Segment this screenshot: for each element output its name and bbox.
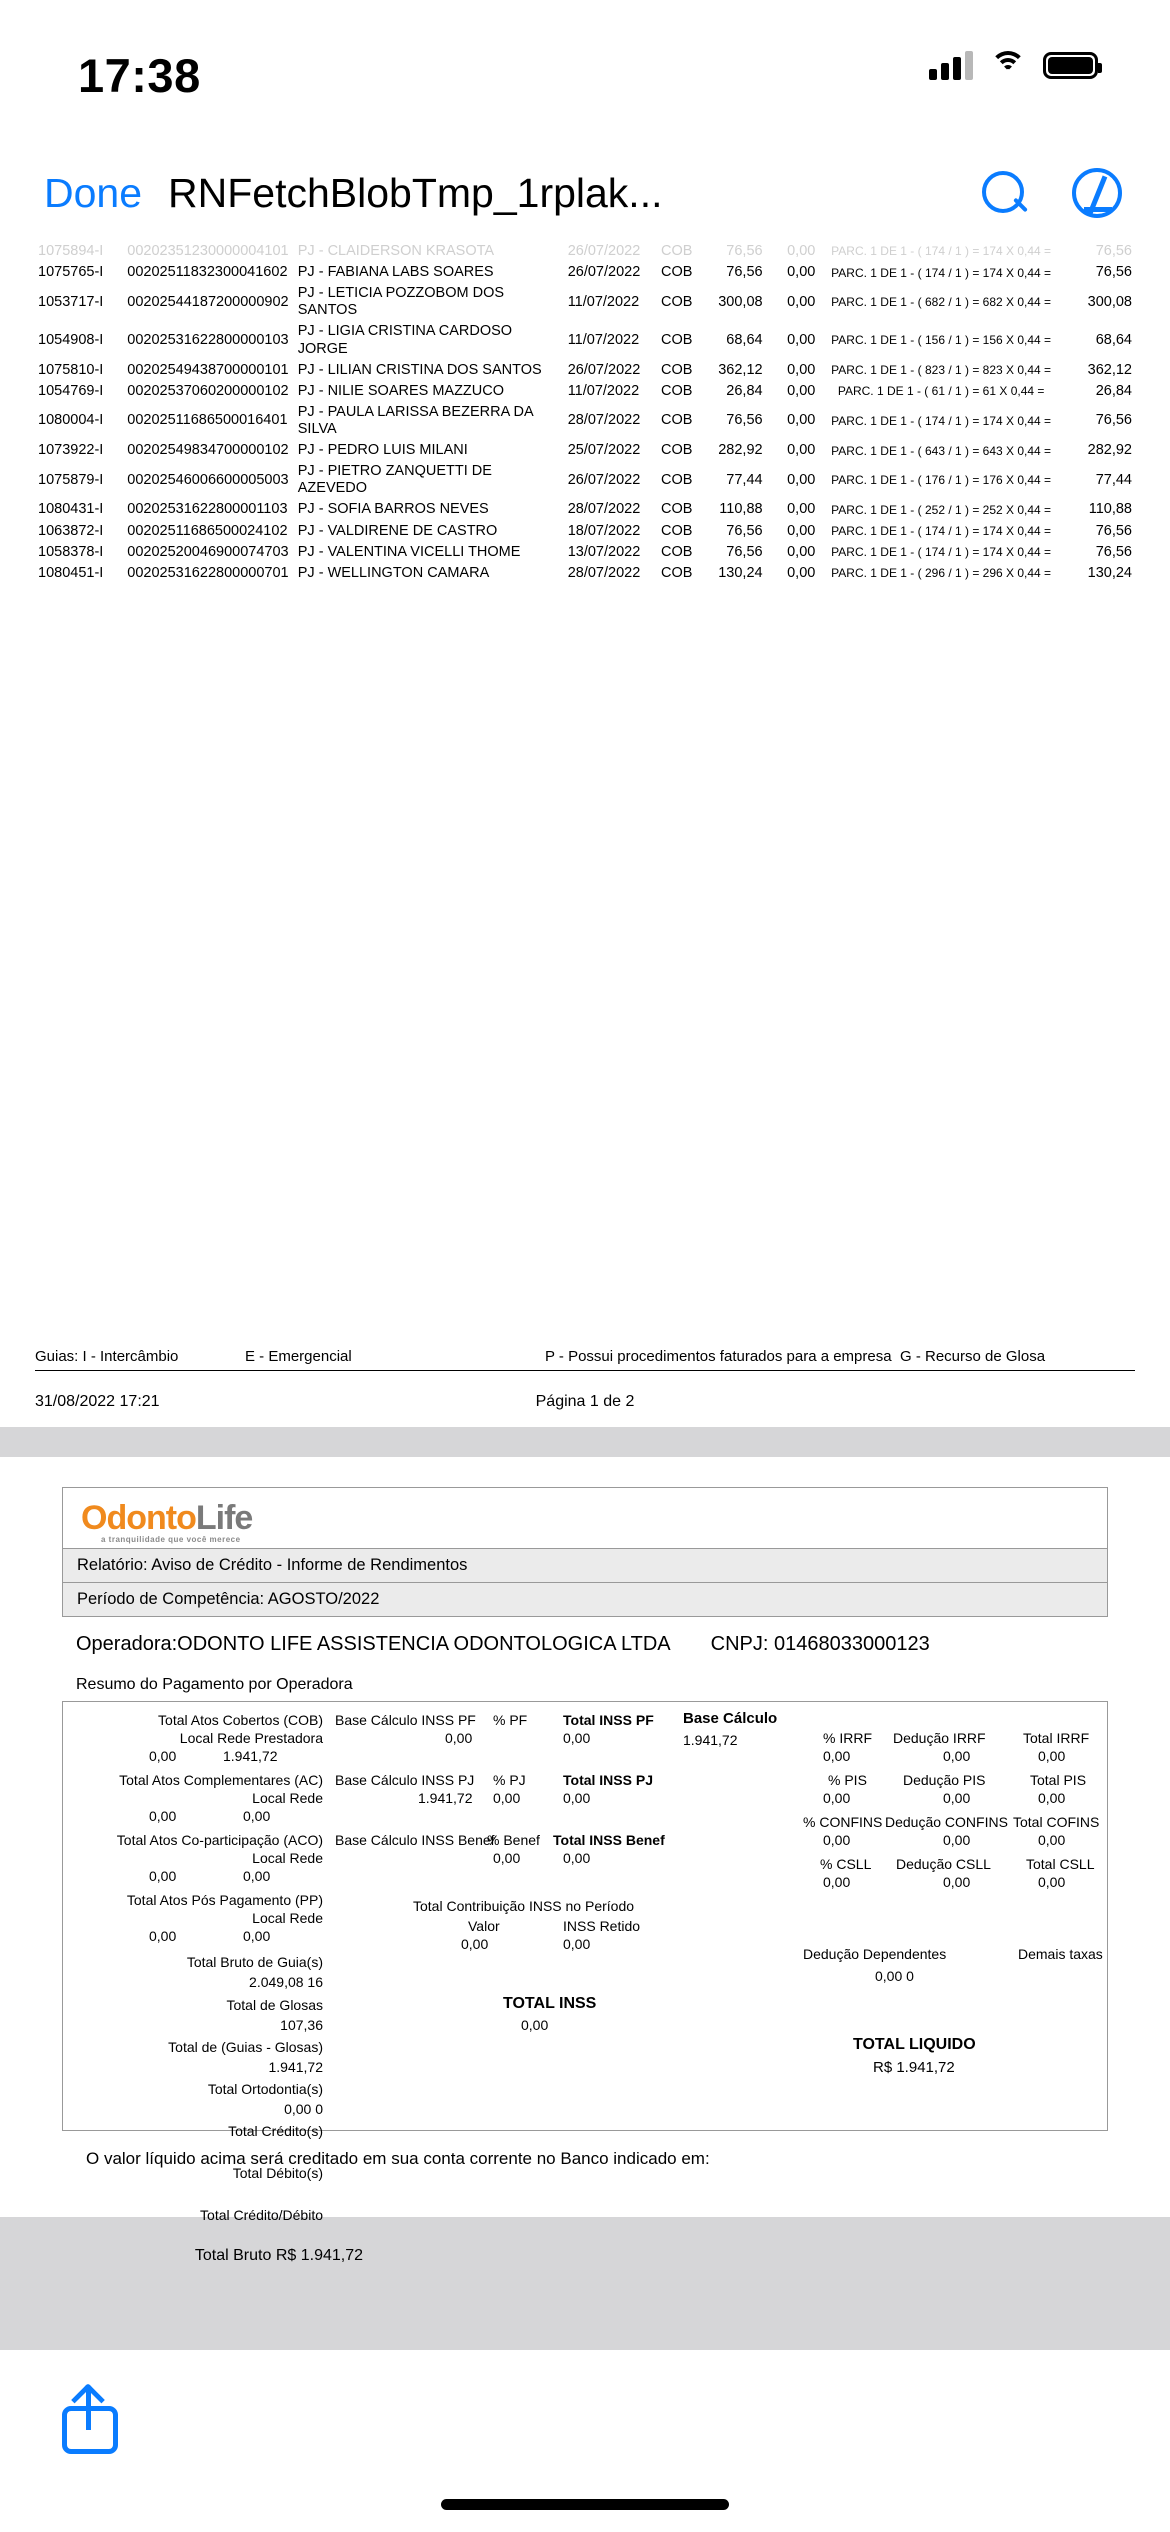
row-date: 28/07/2022: [567, 564, 641, 581]
status-bar: [0, 0, 1170, 145]
pct-pis-label: % PIS: [828, 1772, 867, 1788]
row-number: 00202549438700000101: [127, 361, 289, 378]
search-icon[interactable]: [980, 169, 1028, 217]
row-name: PJ - FABIANA LABS SOARES: [297, 264, 494, 281]
complementares-sublabel: Local Rede: [252, 1790, 323, 1806]
wifi-icon: [990, 51, 1026, 79]
pct-cofins-value: 0,00: [823, 1832, 851, 1848]
row-number: 00202511686500024102: [127, 522, 288, 539]
period-label: Período de Competência: AGOSTO/2022: [62, 1583, 1108, 1617]
total-inss-label: TOTAL INSS: [503, 1995, 597, 2012]
row-code: 1073922-I: [38, 442, 104, 459]
base-calculo-label: Base Cálculo: [683, 1710, 778, 1727]
row-date: 28/07/2022: [567, 501, 641, 518]
row-installment: PARC. 1 DE 1 - ( 174 / 1 ) = 174 X 0,44 =: [831, 545, 1052, 560]
row-total: 77,44: [1095, 471, 1132, 488]
row-value-2: 0,00: [787, 361, 816, 378]
cobertos-local-value: 0,00: [149, 1748, 177, 1764]
glosas-label: Total de Glosas: [226, 1997, 323, 2013]
row-number: 00202531622800000701: [127, 564, 289, 581]
footer-pagination: Página 1 de 2: [535, 1393, 635, 1410]
row-date: 26/07/2022: [567, 264, 641, 281]
page-separator: [0, 1427, 1170, 1457]
page-title: RNFetchBlobTmp_1rplak...: [168, 169, 663, 216]
pct-pf-label: % PF: [493, 1712, 528, 1728]
row-type: COB: [661, 543, 693, 560]
row-installment: PARC. 1 DE 1 - ( 823 / 1 ) = 823 X 0,44 =: [831, 363, 1052, 378]
logo-part-2: donto: [106, 1498, 196, 1537]
row-value-1: 300,08: [718, 293, 763, 310]
coparticipacao-sublabel: Local Rede: [252, 1850, 323, 1866]
contribuicao-label: Total Contribuição INSS no Período: [413, 1898, 635, 1914]
row-value-1: 76,56: [726, 412, 763, 429]
row-type: COB: [661, 382, 693, 399]
credito-debito-label: Total Crédito/Débito: [200, 2207, 323, 2223]
document-viewer[interactable]: [0, 241, 1170, 2350]
row-name: PJ - PAULA LARISSA BEZERRA DA SILVA: [297, 403, 533, 437]
total-inss-pj-value: 0,00: [563, 1790, 591, 1806]
row-date: 25/07/2022: [567, 442, 641, 459]
legend-item-1: Guias: I - Intercâmbio: [35, 1348, 179, 1365]
row-name: PJ - VALDIRENE DE CASTRO: [297, 522, 498, 539]
page-footer: [35, 1393, 1135, 1411]
credito-label: Total Crédito(s): [228, 2123, 323, 2139]
row-type: COB: [661, 243, 693, 259]
row-name: PJ - SOFIA BARROS NEVES: [297, 501, 489, 518]
document-page-2: [0, 1457, 1170, 2264]
total-inss-value: 0,00: [521, 2017, 549, 2033]
row-number: 00202537060200000102: [127, 382, 289, 399]
deducao-pis-label: Dedução PIS: [903, 1772, 986, 1788]
row-total: 76,56: [1095, 412, 1132, 429]
row-name: PJ - PEDRO LUIS MILANI: [297, 442, 468, 459]
glosas-value: 107,36: [280, 2017, 323, 2033]
row-installment: PARC. 1 DE 1 - ( 176 / 1 ) = 176 X 0,44 =: [831, 473, 1052, 488]
legend-item-3: P - Possui procedimentos faturados para a empresa: [545, 1348, 892, 1365]
row-number: 00202544187200000902: [127, 293, 289, 310]
row-name: PJ - LIGIA CRISTINA CARDOSO JORGE: [297, 323, 513, 357]
pct-pj-value: 0,00: [493, 1790, 521, 1806]
contribuicao-valor-label: Valor: [468, 1918, 500, 1934]
deducao-irrf-value: 0,00: [943, 1748, 971, 1764]
complementares-rede-value: 0,00: [243, 1808, 271, 1824]
deducao-dependentes-value: 0,00 0: [875, 1968, 914, 1984]
row-name: PJ - NILIE SOARES MAZZUCO: [297, 382, 505, 399]
total-cofins-value: 0,00: [1038, 1832, 1066, 1848]
row-total: 68,64: [1095, 331, 1132, 348]
row-code: 1054908-I: [38, 331, 104, 348]
row-code: 1075810-I: [38, 361, 104, 378]
row-total: 130,24: [1087, 564, 1132, 581]
cobertos-rede-value: 1.941,72: [223, 1748, 278, 1764]
table-row: [35, 440, 1135, 461]
row-date: 11/07/2022: [567, 382, 640, 399]
row-value-2: 0,00: [787, 471, 816, 488]
row-name: PJ - WELLINGTON CAMARA: [297, 564, 490, 581]
total-bruto-label: Total Bruto R$ 1.941,72: [194, 2247, 363, 2264]
base-inss-benef-label: Base Cálculo INSS Benef: [335, 1832, 495, 1848]
coparticipacao-local-value: 0,00: [149, 1868, 177, 1884]
row-number: 00202511686500016401: [127, 412, 288, 429]
status-time: 17:38: [78, 49, 201, 102]
deducao-csll-value: 0,00: [943, 1874, 971, 1890]
operator-line: [76, 1633, 1108, 1656]
row-installment: PARC. 1 DE 1 - ( 296 / 1 ) = 296 X 0,44 =: [831, 566, 1052, 581]
row-type: COB: [661, 361, 693, 378]
bruto-guias-label: Total Bruto de Guia(s): [186, 1954, 323, 1970]
complementares-local-value: 0,00: [149, 1808, 177, 1824]
row-name: PJ - PIETRO ZANQUETTI DE AZEVEDO: [297, 463, 492, 497]
row-value-2: 0,00: [787, 243, 816, 259]
total-irrf-value: 0,00: [1038, 1748, 1066, 1764]
row-type: COB: [661, 293, 693, 310]
row-installment: PARC. 1 DE 1 - ( 174 / 1 ) = 174 X 0,44 =: [831, 265, 1052, 280]
row-code: 1080004-I: [38, 412, 104, 429]
row-number: 00202549834700000102: [127, 442, 289, 459]
ortodontia-value: 0,00 0: [284, 2101, 323, 2117]
row-value-2: 0,00: [787, 564, 816, 581]
odontolife-logo: [81, 1498, 253, 1544]
row-name: PJ - CLAIDERSON KRASOTA: [297, 243, 495, 259]
table-row: [35, 542, 1135, 563]
demais-taxas-label: Demais taxas: [1018, 1946, 1103, 1962]
contribuicao-valor: 0,00: [461, 1936, 489, 1952]
deducao-cofins-label: Dedução CONFINS: [885, 1814, 1008, 1830]
table-row: [35, 499, 1135, 520]
row-type: COB: [661, 522, 693, 539]
row-type: COB: [661, 501, 693, 518]
row-value-1: 362,12: [718, 361, 763, 378]
done-button[interactable]: Done: [44, 169, 143, 216]
row-installment: PARC. 1 DE 1 - ( 156 / 1 ) = 156 X 0,44 =: [831, 333, 1052, 348]
deducao-cofins-value: 0,00: [943, 1832, 971, 1848]
legend-item-4: G - Recurso de Glosa: [900, 1348, 1046, 1365]
row-date: 18/07/2022: [567, 522, 641, 539]
legend: [35, 1348, 1135, 1371]
table-row: [35, 461, 1135, 499]
total-irrf-label: Total IRRF: [1023, 1730, 1090, 1746]
row-installment: PARC. 1 DE 1 - ( 643 / 1 ) = 643 X 0,44 =: [831, 443, 1052, 458]
row-code: 1080451-I: [38, 564, 104, 581]
row-date: 26/07/2022: [567, 471, 641, 488]
logo-part-1: O: [81, 1498, 107, 1537]
cobertos-label: Total Atos Cobertos (COB): [158, 1712, 323, 1728]
row-code: 1058378-I: [38, 543, 104, 560]
operator-cnpj: CNPJ: 01468033000123: [710, 1633, 930, 1655]
pos-pagamento-local-value: 0,00: [149, 1928, 177, 1944]
total-inss-pj-label: Total INSS PJ: [563, 1772, 653, 1788]
row-value-1: 76,56: [726, 264, 763, 281]
credit-note: O valor líquido acima será creditado em sua conta corrente no Banco indicado em:: [86, 2149, 710, 2168]
pct-irrf-value: 0,00: [823, 1748, 851, 1764]
row-total: 76,56: [1095, 543, 1132, 560]
share-icon[interactable]: [58, 2378, 122, 2454]
row-code: 1063872-I: [38, 522, 104, 539]
base-calculo-value: 1.941,72: [683, 1732, 738, 1748]
row-date: 11/07/2022: [567, 293, 640, 310]
pct-pis-value: 0,00: [823, 1790, 851, 1806]
pos-pagamento-rede-value: 0,00: [243, 1928, 271, 1944]
complementares-label: Total Atos Complementares (AC): [119, 1772, 323, 1788]
inss-retido-value: 0,00: [563, 1936, 591, 1952]
deducao-irrf-label: Dedução IRRF: [893, 1730, 986, 1746]
row-number: 00202511832300041602: [127, 264, 288, 281]
row-value-1: 282,92: [718, 442, 763, 459]
row-number: 00202531622800001103: [127, 501, 288, 518]
navigation-bar: [0, 145, 1170, 241]
row-value-2: 0,00: [787, 442, 816, 459]
row-type: COB: [661, 471, 693, 488]
pct-csll-label: % CSLL: [820, 1856, 872, 1872]
row-type: COB: [661, 331, 693, 348]
summary-title: Resumo do Pagamento por Operadora: [76, 1676, 353, 1693]
row-type: COB: [661, 264, 693, 281]
row-date: 13/07/2022: [567, 543, 641, 560]
row-value-1: 110,88: [719, 501, 763, 518]
base-inss-benef-value: 0,00: [493, 1850, 521, 1866]
total-csll-label: Total CSLL: [1026, 1856, 1095, 1872]
total-liquido-value: R$ 1.941,72: [873, 2059, 955, 2076]
inss-retido-label: INSS Retido: [563, 1918, 641, 1934]
deducao-csll-label: Dedução CSLL: [896, 1856, 991, 1872]
row-value-1: 76,56: [726, 243, 763, 259]
row-value-1: 76,56: [726, 543, 763, 560]
table-row: [35, 521, 1135, 542]
debito-label: Total Débito(s): [232, 2165, 323, 2181]
row-total: 300,08: [1087, 293, 1132, 310]
row-installment: PARC. 1 DE 1 - ( 174 / 1 ) = 174 X 0,44 =: [831, 524, 1052, 538]
ortodontia-label: Total Ortodontia(s): [207, 2081, 323, 2097]
pos-pagamento-sublabel: Local Rede: [252, 1910, 323, 1926]
row-date: 11/07/2022: [567, 331, 640, 348]
row-value-2: 0,00: [787, 382, 816, 399]
row-type: COB: [661, 564, 693, 581]
legend-item-2: E - Emergencial: [245, 1348, 352, 1365]
table-row: [35, 262, 1135, 283]
deducao-pis-value: 0,00: [943, 1790, 971, 1806]
total-csll-value: 0,00: [1038, 1874, 1066, 1890]
row-value-2: 0,00: [787, 293, 816, 310]
total-pis-value: 0,00: [1038, 1790, 1066, 1806]
footer-timestamp: 31/08/2022 17:21: [35, 1393, 160, 1410]
pct-pj-label: % PJ: [493, 1772, 526, 1788]
row-total: 76,56: [1095, 264, 1132, 281]
row-total: 282,92: [1087, 442, 1132, 459]
total-inss-pf-label: Total INSS PF: [563, 1712, 654, 1728]
row-value-2: 0,00: [787, 264, 816, 281]
markup-icon[interactable]: [1072, 168, 1122, 218]
row-number: 00202546006600005003: [127, 471, 289, 488]
cobertos-sublabel: Local Rede Prestadora: [179, 1730, 323, 1746]
table-row: [35, 283, 1135, 321]
row-total: 26,84: [1095, 382, 1132, 399]
row-code: 1075765-I: [38, 264, 104, 281]
battery-icon: [1043, 52, 1098, 79]
guias-table: [35, 241, 1135, 584]
row-installment: PARC. 1 DE 1 - ( 682 / 1 ) = 682 X 0,44 =: [831, 295, 1052, 310]
total-inss-benef-label: Total INSS Benef: [553, 1832, 665, 1848]
row-number: 00202531622800000103: [127, 331, 289, 348]
row-type: COB: [661, 412, 693, 429]
home-indicator[interactable]: [441, 2499, 729, 2510]
row-type: COB: [661, 442, 693, 459]
bottom-toolbar: [0, 2350, 1170, 2532]
row-value-1: 130,24: [718, 564, 763, 581]
row-installment: PARC. 1 DE 1 - ( 174 / 1 ) = 174 X 0,44 =: [831, 413, 1052, 428]
table-row: [35, 563, 1135, 584]
total-cofins-label: Total COFINS: [1013, 1814, 1100, 1830]
row-date: 28/07/2022: [567, 412, 641, 429]
base-inss-pj-label: Base Cálculo INSS PJ: [335, 1772, 475, 1788]
row-code: 1080431-I: [38, 501, 104, 518]
row-value-2: 0,00: [787, 331, 816, 348]
pct-benef-label: % Benef: [487, 1832, 540, 1848]
report-label: Relatório: Aviso de Crédito - Informe de Rendimentos: [62, 1549, 1108, 1583]
logo-part-3: Life: [195, 1498, 253, 1537]
row-value-2: 0,00: [787, 522, 816, 539]
total-inss-benef-value: 0,00: [563, 1850, 591, 1866]
row-value-1: 77,44: [726, 471, 763, 488]
base-inss-pf-value: 0,00: [445, 1730, 473, 1746]
status-indicators: [929, 50, 1098, 80]
row-code: 1053717-I: [38, 293, 104, 310]
cellular-signal-icon: [929, 50, 973, 80]
row-value-1: 26,84: [726, 382, 763, 399]
row-total: 76,56: [1095, 522, 1132, 539]
base-inss-pj-value: 1.941,72: [418, 1790, 473, 1806]
row-number: 00202351230000004101: [127, 243, 289, 259]
row-installment: PARC. 1 DE 1 - ( 61 / 1 ) = 61 X 0,44 =: [837, 384, 1045, 399]
table-row: [35, 241, 1135, 262]
row-code: 1075894-I: [38, 243, 104, 259]
row-value-1: 76,56: [726, 522, 763, 539]
row-installment: PARC. 1 DE 1 - ( 174 / 1 ) = 174 X 0,44 =: [831, 244, 1052, 259]
pct-irrf-label: % IRRF: [823, 1730, 872, 1746]
total-pis-label: Total PIS: [1030, 1772, 1087, 1788]
deducao-dependentes-label: Dedução Dependentes: [803, 1946, 947, 1962]
pos-pagamento-label: Total Atos Pós Pagamento (PP): [126, 1892, 323, 1908]
coparticipacao-label: Total Atos Co-participação (ACO): [116, 1832, 323, 1848]
row-code: 1075879-I: [38, 471, 104, 488]
table-row: [35, 360, 1135, 381]
row-code: 1054769-I: [38, 382, 104, 399]
operator-name: Operadora:ODONTO LIFE ASSISTENCIA ODONTOLOGICA LTDA: [76, 1633, 671, 1655]
table-row: [35, 381, 1135, 402]
logo-tagline: a tranquilidade que você merece: [101, 1534, 241, 1544]
row-number: 00202520046900074703: [127, 543, 289, 560]
guias-glosas-label: Total de (Guias - Glosas): [168, 2039, 323, 2055]
logo-header: [62, 1487, 1108, 1549]
row-total: 76,56: [1095, 243, 1132, 259]
row-value-2: 0,00: [787, 501, 816, 518]
table-row: [35, 402, 1135, 440]
row-value-1: 68,64: [726, 331, 763, 348]
row-name: PJ - VALENTINA VICELLI THOME: [297, 543, 521, 560]
document-page-1: [0, 241, 1170, 1427]
row-installment: PARC. 1 DE 1 - ( 252 / 1 ) = 252 X 0,44 =: [831, 502, 1052, 517]
total-liquido-label: TOTAL LIQUIDO: [853, 2036, 976, 2053]
coparticipacao-rede-value: 0,00: [243, 1868, 271, 1884]
row-value-2: 0,00: [787, 543, 816, 560]
pct-csll-value: 0,00: [823, 1874, 851, 1890]
base-inss-pf-label: Base Cálculo INSS PF: [335, 1712, 476, 1728]
row-name: PJ - LILIAN CRISTINA DOS SANTOS: [297, 361, 542, 378]
row-date: 26/07/2022: [567, 361, 641, 378]
row-total: 362,12: [1087, 361, 1132, 378]
row-date: 26/07/2022: [567, 243, 641, 259]
row-name: PJ - LETICIA POZZOBOM DOS SANTOS: [297, 285, 505, 319]
pct-cofins-label: % CONFINS: [803, 1814, 883, 1830]
guias-glosas-value: 1.941,72: [268, 2059, 323, 2075]
row-value-2: 0,00: [787, 412, 816, 429]
bruto-guias-value: 2.049,08 16: [249, 1974, 323, 1990]
total-inss-pf-value: 0,00: [563, 1730, 591, 1746]
row-total: 110,88: [1088, 501, 1132, 518]
nav-actions: [980, 168, 1122, 218]
table-row: [35, 321, 1135, 359]
